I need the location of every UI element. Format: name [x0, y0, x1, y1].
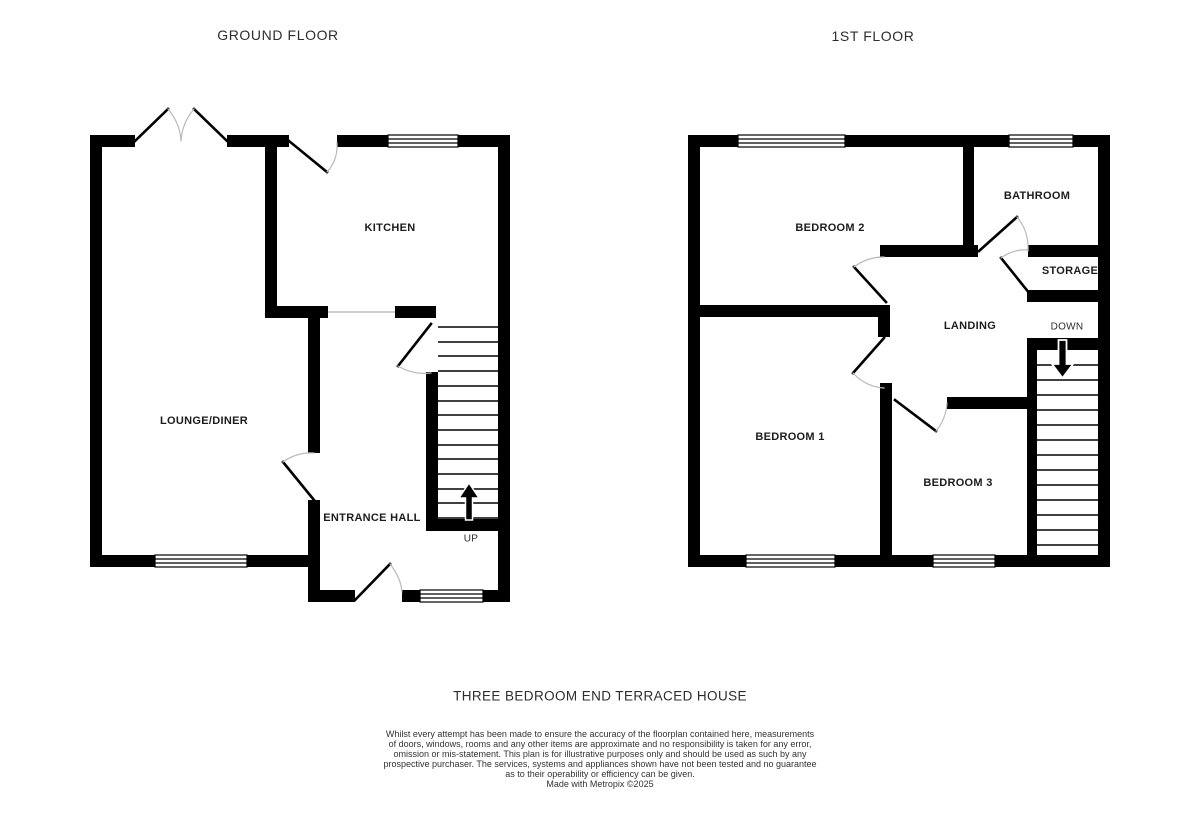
property-title: THREE BEDROOM END TERRACED HOUSE: [453, 688, 747, 704]
storage-door: [1001, 250, 1030, 294]
first-stairs-treads: [1037, 365, 1098, 545]
disclaimer-line: prospective purchaser. The services, systems and appliances shown have not been tested and no guarantee: [383, 759, 817, 769]
bathroom-door: [979, 217, 1028, 251]
lounge-door: [283, 453, 314, 500]
room-label-bedroom-3: BEDROOM 3: [923, 477, 993, 489]
stairs-door: [398, 324, 431, 373]
credit-line: Made with Metropix ©2025: [546, 779, 654, 789]
disclaimer-line: omission or mis-statement. This plan is for illustrative purposes only and should be used as such by any: [393, 749, 807, 759]
kitchen-back-door: [289, 141, 337, 172]
bedroom3-door: [895, 400, 947, 431]
stairs-up-label: UP: [463, 533, 479, 545]
disclaimer-line: as to their operability or efficiency can be given.: [505, 769, 695, 779]
ground-floor-plan: [90, 109, 510, 602]
front-door: [355, 564, 402, 600]
first-floor-title: 1ST FLOOR: [831, 28, 915, 44]
room-label-lounge-diner: LOUNGE/DINER: [160, 415, 248, 427]
bedroom1-door: [853, 338, 884, 388]
room-label-bedroom-1: BEDROOM 1: [755, 431, 825, 443]
lounge-window: [155, 555, 247, 567]
entrance-window: [420, 590, 483, 602]
disclaimer-line: of doors, windows, rooms and any other items are approximate and no responsibility is taken for any error,: [388, 739, 812, 749]
ground-floor-walls: [90, 135, 510, 602]
french-doors: [135, 109, 227, 141]
room-label-bathroom: BATHROOM: [1003, 190, 1071, 202]
stairs-down-label: DOWN: [1050, 321, 1084, 333]
bathroom-window: [1009, 135, 1073, 147]
room-label-storage: STORAGE: [1041, 265, 1099, 277]
ground-floor-doors: [135, 109, 431, 600]
disclaimer-line: Whilst every attempt has been made to ensure the accuracy of the floorplan contained here, measurements: [385, 729, 815, 739]
room-label-entrance-hall: ENTRANCE HALL: [323, 512, 421, 524]
room-label-kitchen: KITCHEN: [364, 222, 416, 234]
ground-floor-title: GROUND FLOOR: [217, 27, 339, 43]
bedroom2-door: [854, 257, 886, 302]
bedroom1-window: [746, 555, 835, 567]
kitchen-window: [388, 135, 458, 147]
room-label-bedroom-2: BEDROOM 2: [795, 222, 865, 234]
bedroom2-window: [738, 135, 845, 147]
bedroom3-window: [933, 555, 995, 567]
disclaimer-text: [383, 729, 816, 789]
room-label-landing: LANDING: [943, 320, 997, 332]
